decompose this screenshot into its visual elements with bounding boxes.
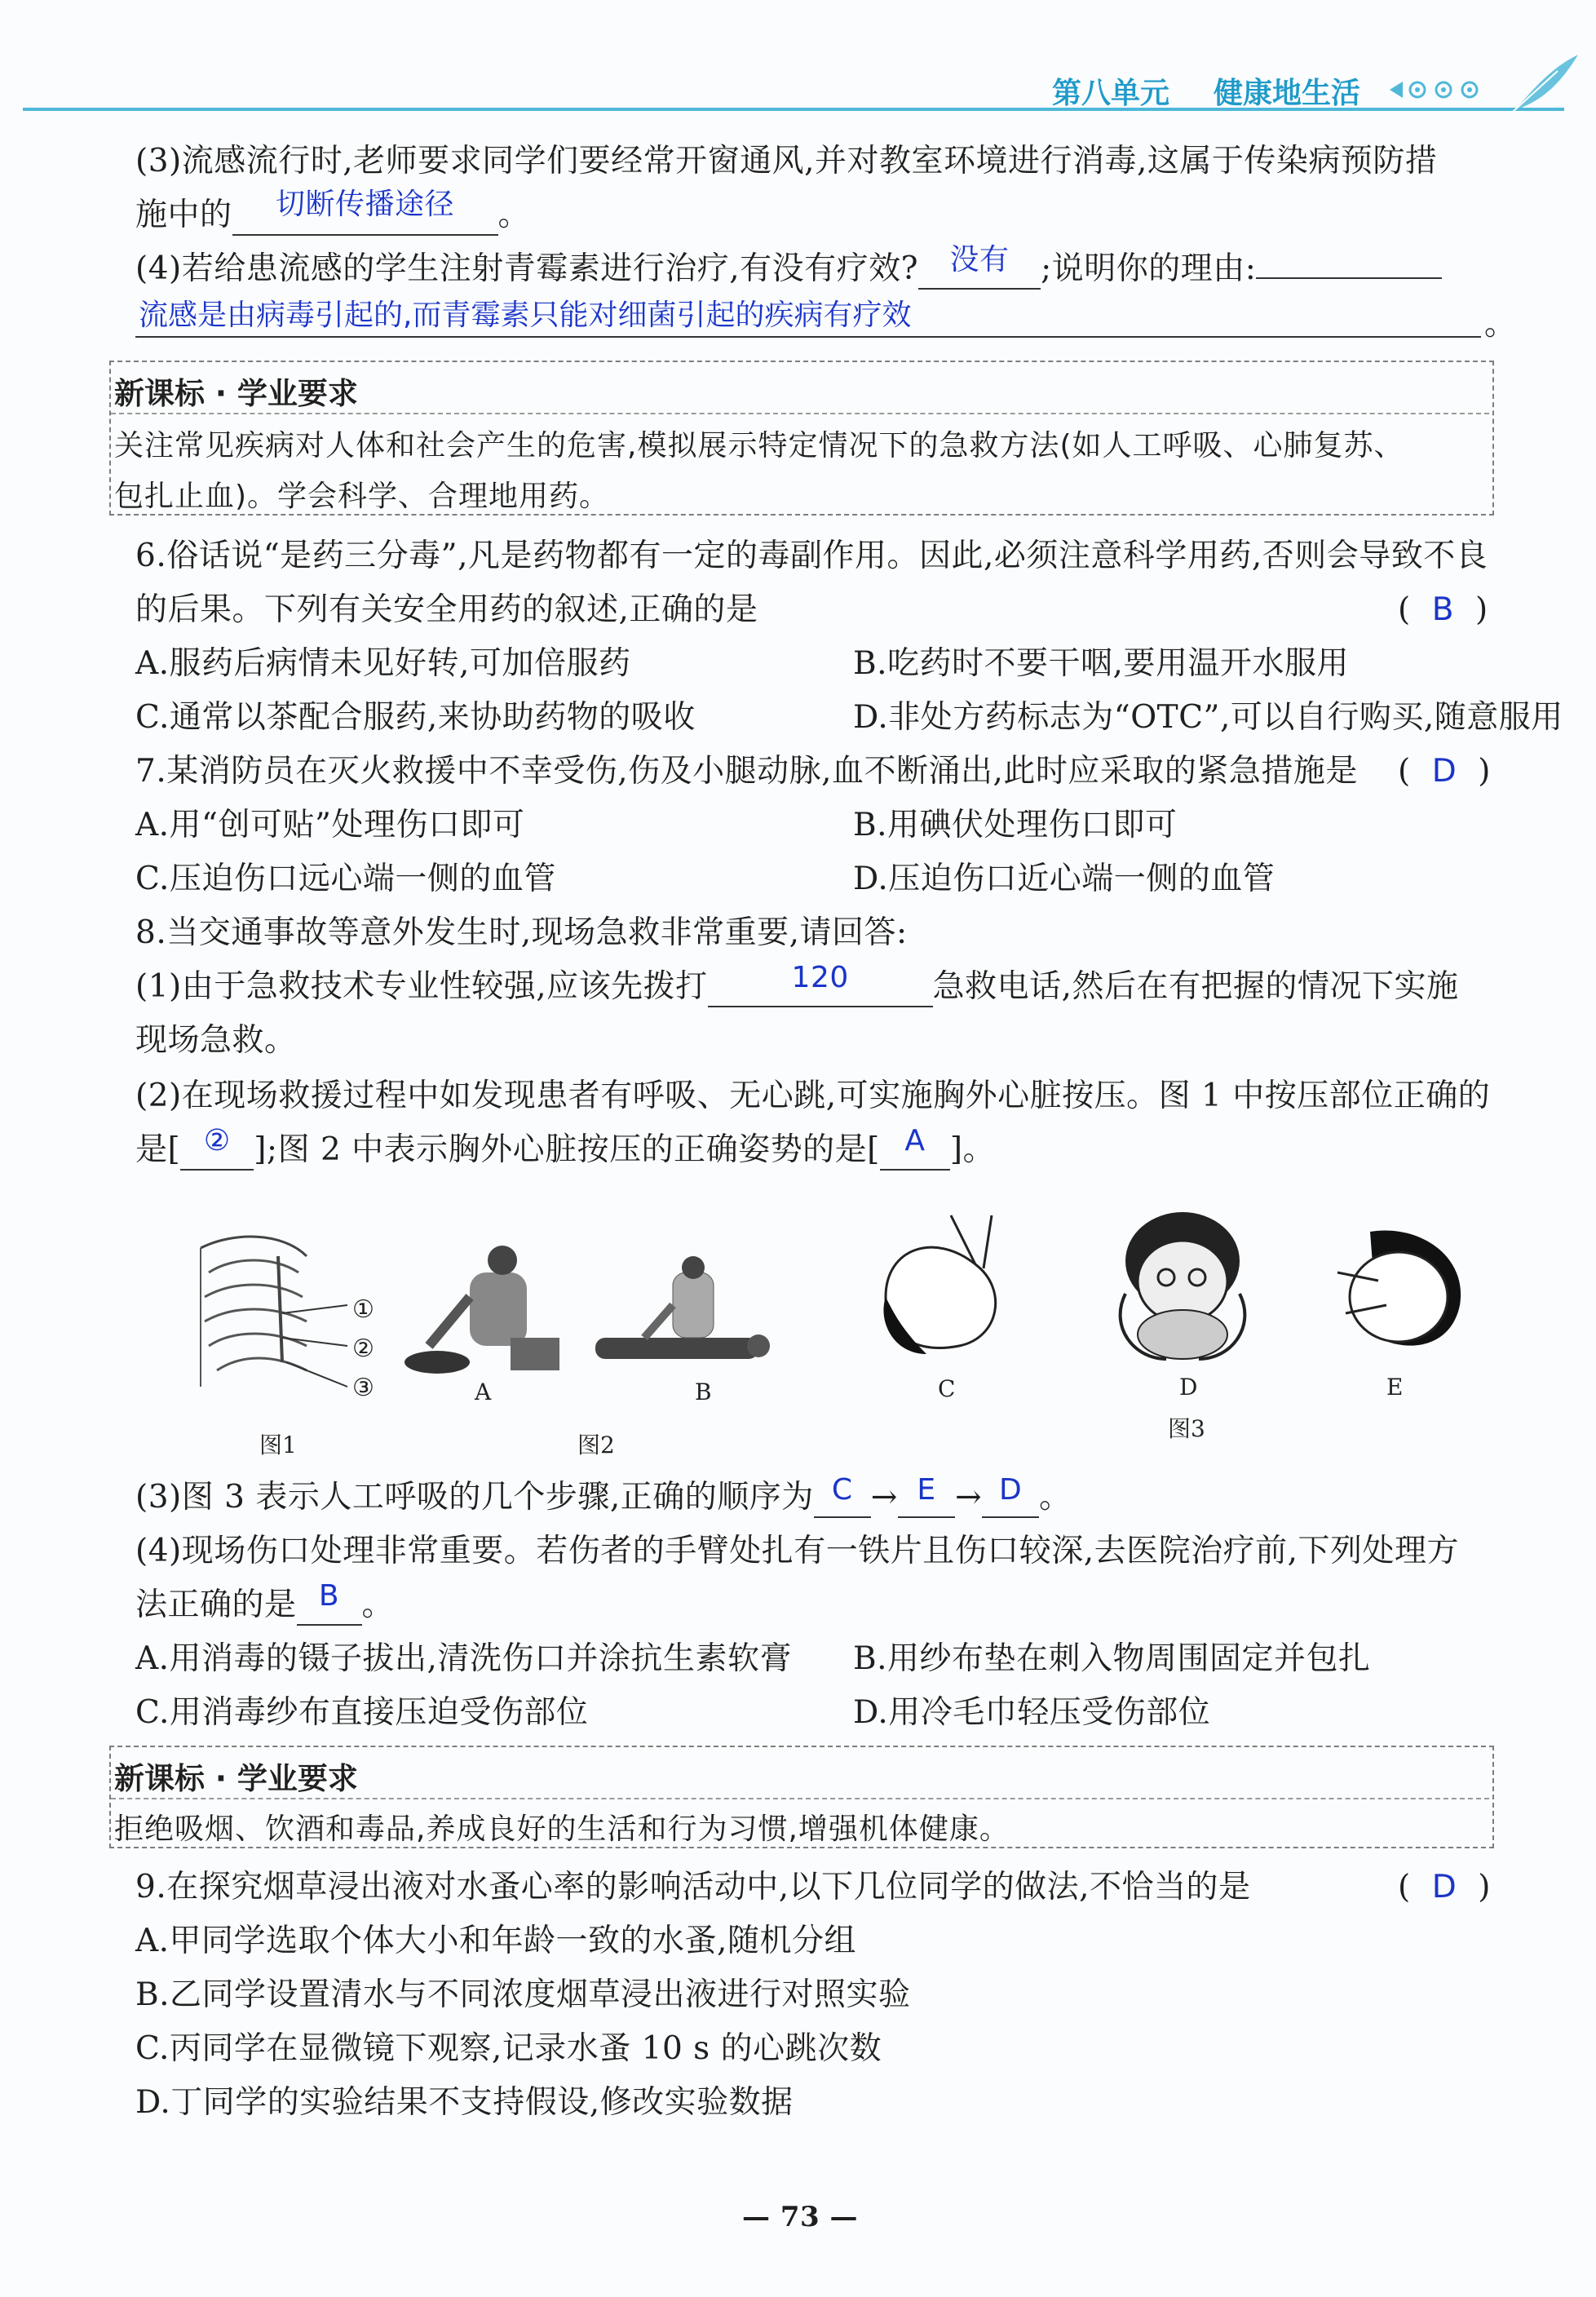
curriculum-box-2-divider: [111, 1798, 1489, 1799]
curriculum-box-2-line1: 拒绝吸烟、饮酒和毒品,养成良好的生活和行为习惯,增强机体健康。: [114, 1812, 1010, 1846]
q8-option-d: D.用冷毛巾轻压受伤部位: [853, 1694, 1211, 1731]
figure-1-mark-2: ②: [352, 1334, 374, 1363]
q8-part3-answer2: E: [917, 1473, 936, 1507]
figure-2b-cpr-posture: [595, 1256, 783, 1379]
q9-option-d: D.丁同学的实验结果不支持假设,修改实验数据: [135, 2084, 794, 2121]
figure-3e-head-position: [1321, 1224, 1476, 1362]
unit-title: 健康地生活: [1214, 77, 1361, 110]
q8-part4-line2: 法正确的是 B 。: [135, 1584, 394, 1626]
q6-stem-line1: 6.俗话说“是药三分毒”,凡是药物都有一定的毒副作用。因此,必须注意科学用药,否则会导致不良: [135, 538, 1488, 574]
q8-part2-line1: (2)在现场救援过程中如发现患者有呼吸、无心跳,可实施胸外心脏按压。图 1 中按压部位正确的: [135, 1078, 1491, 1114]
figure-1-ribcage: [184, 1224, 364, 1403]
q6-option-b: B.吃药时不要干咽,要用温开水服用: [853, 645, 1349, 682]
q6-answer: B: [1431, 591, 1454, 628]
figure-1-caption: 图1: [259, 1432, 297, 1458]
q8-part1-line2: 现场急救。: [135, 1022, 297, 1059]
q9-stem: 9.在探究烟草浸出液对水蚤心率的影响活动中,以下几位同学的做法,不恰当的是: [135, 1869, 1251, 1905]
q7-stem: 7.某消防员在灭火救援中不幸受伤,伤及小腿动脉,血不断涌出,此时应采取的紧急措施是: [135, 753, 1358, 790]
q7-option-c: C.压迫伤口远心端一侧的血管: [135, 861, 556, 897]
q7-answer-bracket: ( D ): [1398, 753, 1491, 790]
q9-option-b: B.乙同学设置清水与不同浓度烟草浸出液进行对照实验: [135, 1976, 911, 2013]
figure-3c-head-tilt: [869, 1199, 1032, 1362]
q8-part2-answer2: A: [904, 1124, 926, 1157]
q8-part3-answer1: C: [831, 1473, 853, 1507]
figure-1-mark-3: ③: [352, 1374, 374, 1402]
page-number: — 73 —: [742, 2201, 858, 2233]
q6-option-c: C.通常以茶配合服药,来协助药物的吸收: [135, 699, 696, 736]
figure-2-label-b: B: [695, 1379, 712, 1405]
figure-2-caption: 图2: [577, 1432, 615, 1458]
curriculum-box-1-title: 新课标 · 学业要求: [114, 376, 358, 411]
q8-part2-line2: 是[ ② ];图 2 中表示胸外心脏按压的正确姿势的是[ A ]。: [135, 1129, 995, 1171]
q8-part3-answer3: D: [999, 1473, 1023, 1507]
q8-part3: (3)图 3 表示人工呼吸的几个步骤,正确的顺序为 C → E → D 。: [135, 1476, 1072, 1519]
q5-part4-answer2: 流感是由病毒引起的,而青霉素只能对细菌引起的疾病有疗效: [139, 299, 912, 332]
q5-part3-answer: 切断传播途径: [276, 188, 455, 221]
q7-answer: D: [1431, 753, 1457, 790]
feather-icon: [1509, 51, 1582, 116]
q7-option-b: B.用碘伏处理伤口即可: [853, 807, 1178, 843]
q9-option-a: A.甲同学选取个体大小和年龄一致的水蚤,随机分组: [135, 1923, 856, 1959]
q5-part3-line1: (3)流感流行时,老师要求同学们要经常开窗通风,并对教室环境进行消毒,这属于传染病预防措: [135, 143, 1438, 179]
header-dots-icon: [1386, 73, 1509, 106]
q8-option-b: B.用纱布垫在刺入物周围固定并包扎: [853, 1640, 1371, 1677]
q7-option-a: A.用“创可贴”处理伤口即可: [135, 807, 525, 843]
figure-3-label-c: C: [938, 1375, 956, 1402]
q8-part1-line1: (1)由于急救技术专业性较强,应该先拨打 120 急救电话,然后在有把握的情况下实施: [135, 966, 1459, 1008]
curriculum-box-1-line1: 关注常见疾病对人体和社会产生的危害,模拟展示特定情况下的急救方法(如人工呼吸、心肺复苏、: [114, 429, 1404, 462]
curriculum-box-1-divider: [111, 413, 1489, 414]
q6-stem-line2: 的后果。下列有关安全用药的叙述,正确的是: [135, 591, 758, 628]
q6-option-a: A.服药后病情未见好转,可加倍服药: [135, 645, 631, 682]
q8-part4-line1: (4)现场伤口处理非常重要。若伤者的手臂处扎有一铁片且伤口较深,去医院治疗前,下列处理方: [135, 1533, 1460, 1569]
figure-1-mark-1: ①: [352, 1295, 374, 1324]
q7-option-d: D.压迫伤口近心端一侧的血管: [853, 861, 1275, 897]
figure-2a-cpr-posture: [396, 1240, 568, 1379]
unit-label: 第八单元: [1052, 77, 1170, 110]
q5-part4-answer1: 没有: [949, 243, 1010, 277]
q5-part4-reason-line: [135, 297, 1481, 338]
curriculum-box-1-line2: 包扎止血)。学会科学、合理地用药。: [114, 480, 610, 513]
q5-period: 。: [1484, 306, 1517, 343]
q9-option-c: C.丙同学在显微镜下观察,记录水蚤 10 s 的心跳次数: [135, 2030, 882, 2067]
q8-option-c: C.用消毒纱布直接压迫受伤部位: [135, 1694, 589, 1731]
q8-part2-answer1: ②: [203, 1124, 231, 1157]
q8-option-a: A.用消毒的镊子拔出,清洗伤口并涂抗生素软膏: [135, 1640, 792, 1677]
curriculum-box-2-title: 新课标 · 学业要求: [114, 1761, 358, 1796]
q5-part3-line2: 施中的 切断传播途径 。: [135, 194, 530, 237]
q9-answer-bracket: ( D ): [1398, 1869, 1491, 1905]
figure-3-label-d: D: [1179, 1374, 1198, 1401]
q6-answer-bracket: ( B ): [1398, 591, 1488, 628]
figure-2-label-a: A: [475, 1379, 492, 1405]
q5-part4-line1: (4)若给患流感的学生注射青霉素进行治疗,有没有疗效? 没有 ;说明你的理由:: [135, 248, 1442, 290]
q8-stem: 8.当交通事故等意外发生时,现场急救非常重要,请回答:: [135, 914, 908, 951]
figure-3-label-e: E: [1386, 1374, 1404, 1401]
q8-part1-answer: 120: [791, 961, 849, 994]
q8-part4-answer: B: [318, 1579, 340, 1613]
figure-3-caption: 图3: [1168, 1415, 1205, 1442]
figure-3d-mouth-to-mouth: [1101, 1204, 1264, 1367]
q6-option-d: D.非处方药标志为“OTC”,可以自行购买,随意服用: [853, 699, 1563, 736]
q9-answer: D: [1431, 1869, 1457, 1905]
